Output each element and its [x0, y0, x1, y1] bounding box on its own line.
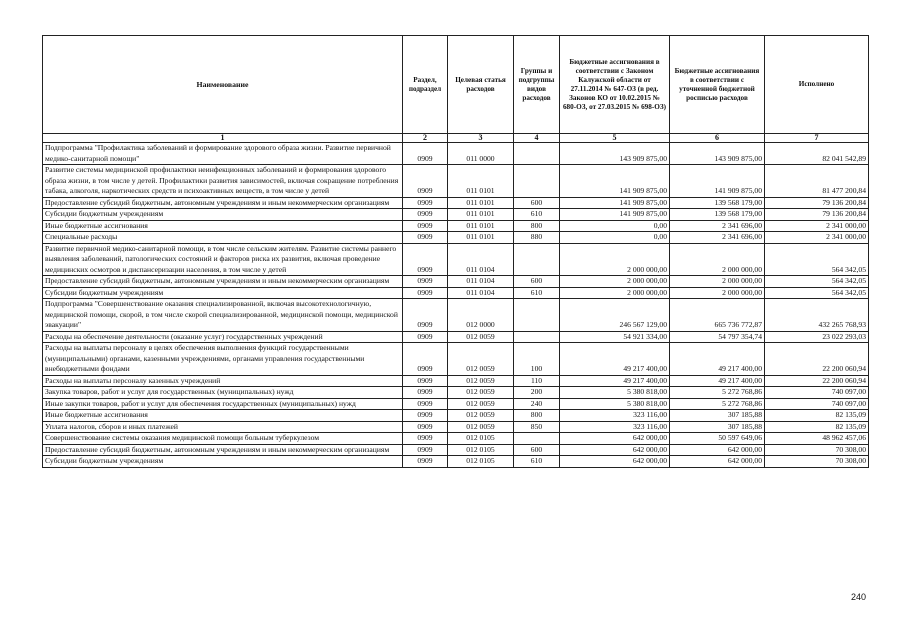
section-code-cell: 0909	[403, 276, 448, 288]
refined-allocation-cell: 5 272 768,86	[670, 398, 765, 410]
executed-amount-cell: 82 041 542,89	[765, 143, 869, 165]
target-article-cell: 011 0104	[448, 243, 514, 276]
law-allocation-cell: 49 217 400,00	[560, 375, 670, 387]
section-code-cell: 0909	[403, 232, 448, 244]
expense-group-cell: 800	[514, 220, 560, 232]
refined-allocation-cell: 139 568 179,00	[670, 209, 765, 221]
header-groups: Группы и подгруппы видов расходов	[514, 36, 560, 134]
refined-allocation-cell: 642 000,00	[670, 444, 765, 456]
budget-table	[42, 35, 869, 468]
refined-allocation-cell: 50 597 649,06	[670, 433, 765, 445]
table-row	[43, 287, 869, 299]
table-row	[43, 276, 869, 288]
executed-amount-cell: 564 342,05	[765, 243, 869, 276]
section-code-cell: 0909	[403, 444, 448, 456]
column-number: 1	[43, 134, 403, 143]
executed-amount-cell: 79 136 200,84	[765, 209, 869, 221]
expense-group-cell: 610	[514, 456, 560, 468]
law-allocation-cell: 642 000,00	[560, 433, 670, 445]
row-name-cell: Совершенствование системы оказания медицинской помощи больным туберкулезом	[43, 433, 403, 445]
header-name: Наименование	[43, 36, 403, 134]
target-article-cell: 011 0000	[448, 143, 514, 165]
header-target: Целевая статья расходов	[448, 36, 514, 134]
target-article-cell: 012 0059	[448, 421, 514, 433]
table-row	[43, 421, 869, 433]
column-number: 7	[765, 134, 869, 143]
row-name-cell: Предоставление субсидий бюджетным, автономным учреждениям и иным некоммерческим организациям	[43, 444, 403, 456]
target-article-cell: 011 0101	[448, 209, 514, 221]
header-law-allocations: Бюджетные ассигнования в соответствии с Законом Калужской области от 27.11.2014 № 647-ОЗ (в ред. Законов КО от 10.02.2015 № 680-ОЗ, от 27.03.2015 № 698-ОЗ)	[560, 36, 670, 134]
table-row	[43, 456, 869, 468]
header-refined-allocations: Бюджетные ассигнования в соответствии с уточненной бюджетной росписью расходов	[670, 36, 765, 134]
section-code-cell: 0909	[403, 387, 448, 399]
refined-allocation-cell: 2 000 000,00	[670, 243, 765, 276]
row-name-cell: Иные бюджетные ассигнования	[43, 410, 403, 422]
refined-allocation-cell: 49 217 400,00	[670, 375, 765, 387]
law-allocation-cell: 54 921 334,00	[560, 331, 670, 343]
row-name-cell: Подпрограмма "Совершенствование оказания специализированной, включая высокотехнологичную, медицинской помощи, скорой, в том числе скорой специализированной, медицинской помощи, медицинской эвакуации"	[43, 299, 403, 332]
law-allocation-cell: 0,00	[560, 220, 670, 232]
row-name-cell: Субсидии бюджетным учреждениям	[43, 456, 403, 468]
refined-allocation-cell: 49 217 400,00	[670, 343, 765, 376]
target-article-cell: 011 0101	[448, 232, 514, 244]
section-code-cell: 0909	[403, 375, 448, 387]
expense-group-cell	[514, 143, 560, 165]
table-body	[43, 143, 869, 468]
section-code-cell: 0909	[403, 299, 448, 332]
executed-amount-cell: 564 342,05	[765, 276, 869, 288]
row-name-cell: Закупка товаров, работ и услуг для государственных (муниципальных) нужд	[43, 387, 403, 399]
refined-allocation-cell: 54 797 354,74	[670, 331, 765, 343]
executed-amount-cell: 79 136 200,84	[765, 197, 869, 209]
target-article-cell: 012 0105	[448, 433, 514, 445]
executed-amount-cell: 82 135,09	[765, 421, 869, 433]
section-code-cell: 0909	[403, 398, 448, 410]
row-name-cell: Специальные расходы	[43, 232, 403, 244]
table-row	[43, 387, 869, 399]
target-article-cell: 012 0059	[448, 410, 514, 422]
row-name-cell: Подпрограмма "Профилактика заболеваний и формирование здорового образа жизни. Развитие первичной медико-санитарной помощи"	[43, 143, 403, 165]
target-article-cell: 011 0101	[448, 220, 514, 232]
expense-group-cell: 110	[514, 375, 560, 387]
row-name-cell: Расходы на выплаты персоналу в целях обеспечения выполнения функций государственными (муниципальными) органами, казенными учреждениями, органами управления государственными внебюджетными фондами	[43, 343, 403, 376]
law-allocation-cell: 5 380 818,00	[560, 387, 670, 399]
refined-allocation-cell: 307 185,88	[670, 410, 765, 422]
table-row	[43, 398, 869, 410]
executed-amount-cell: 2 341 000,00	[765, 220, 869, 232]
refined-allocation-cell: 307 185,88	[670, 421, 765, 433]
section-code-cell: 0909	[403, 410, 448, 422]
expense-group-cell: 200	[514, 387, 560, 399]
row-name-cell: Предоставление субсидий бюджетным, автономным учреждениям и иным некоммерческим организациям	[43, 197, 403, 209]
row-name-cell: Развитие системы медицинской профилактики неинфекционных заболеваний и формирования здорового образа жизни, в том числе у детей. Профилактики развития зависимостей, включая сокращение потребления табака, алкоголя, наркотических средств и психоактивных веществ, в том числе у детей	[43, 165, 403, 198]
law-allocation-cell: 323 116,00	[560, 410, 670, 422]
law-allocation-cell: 141 909 875,00	[560, 197, 670, 209]
section-code-cell: 0909	[403, 243, 448, 276]
row-name-cell: Расходы на обеспечение деятельности (оказание услуг) государственных учреждений	[43, 331, 403, 343]
column-number: 5	[560, 134, 670, 143]
law-allocation-cell: 642 000,00	[560, 444, 670, 456]
law-allocation-cell: 143 909 875,00	[560, 143, 670, 165]
section-code-cell: 0909	[403, 220, 448, 232]
law-allocation-cell: 141 909 875,00	[560, 165, 670, 198]
refined-allocation-cell: 642 000,00	[670, 456, 765, 468]
expense-group-cell: 850	[514, 421, 560, 433]
table-row	[43, 197, 869, 209]
law-allocation-cell: 2 000 000,00	[560, 276, 670, 288]
executed-amount-cell: 740 097,00	[765, 387, 869, 399]
expense-group-cell: 600	[514, 276, 560, 288]
executed-amount-cell: 2 341 000,00	[765, 232, 869, 244]
table-row	[43, 444, 869, 456]
refined-allocation-cell: 143 909 875,00	[670, 143, 765, 165]
executed-amount-cell: 564 342,05	[765, 287, 869, 299]
expense-group-cell: 610	[514, 209, 560, 221]
expense-group-cell: 100	[514, 343, 560, 376]
table-row	[43, 243, 869, 276]
target-article-cell: 011 0101	[448, 197, 514, 209]
table-row	[43, 220, 869, 232]
expense-group-cell	[514, 243, 560, 276]
target-article-cell: 012 0059	[448, 375, 514, 387]
section-code-cell: 0909	[403, 456, 448, 468]
target-article-cell: 011 0104	[448, 276, 514, 288]
row-name-cell: Развитие первичной медико-санитарной помощи, в том числе сельским жителям. Развитие системы раннего выявления заболеваний, патологических состояний и факторов риска их развития, включая проведение медицинских осмотров и диспансеризации населения, в том числе у детей	[43, 243, 403, 276]
executed-amount-cell: 48 962 457,06	[765, 433, 869, 445]
expense-group-cell: 880	[514, 232, 560, 244]
refined-allocation-cell: 141 909 875,00	[670, 165, 765, 198]
refined-allocation-cell: 2 341 696,00	[670, 220, 765, 232]
expense-group-cell: 600	[514, 444, 560, 456]
refined-allocation-cell: 2 000 000,00	[670, 276, 765, 288]
table-row	[43, 143, 869, 165]
expense-group-cell	[514, 165, 560, 198]
budget-document	[42, 35, 868, 468]
executed-amount-cell: 22 200 060,94	[765, 375, 869, 387]
law-allocation-cell: 141 909 875,00	[560, 209, 670, 221]
expense-group-cell: 610	[514, 287, 560, 299]
section-code-cell: 0909	[403, 343, 448, 376]
section-code-cell: 0909	[403, 197, 448, 209]
table-row	[43, 232, 869, 244]
table-row	[43, 433, 869, 445]
law-allocation-cell: 323 116,00	[560, 421, 670, 433]
executed-amount-cell: 432 265 768,93	[765, 299, 869, 332]
executed-amount-cell: 82 135,09	[765, 410, 869, 422]
table-row	[43, 165, 869, 198]
target-article-cell: 012 0000	[448, 299, 514, 332]
table-row	[43, 209, 869, 221]
table-row	[43, 299, 869, 332]
section-code-cell: 0909	[403, 287, 448, 299]
executed-amount-cell: 81 477 200,84	[765, 165, 869, 198]
column-number-row	[43, 134, 869, 143]
expense-group-cell	[514, 331, 560, 343]
row-name-cell: Расходы на выплаты персоналу казенных учреждений	[43, 375, 403, 387]
target-article-cell: 012 0105	[448, 456, 514, 468]
expense-group-cell: 600	[514, 197, 560, 209]
header-executed: Исполнено	[765, 36, 869, 134]
table-row	[43, 375, 869, 387]
header-row	[43, 36, 869, 134]
expense-group-cell: 240	[514, 398, 560, 410]
row-name-cell: Иные закупки товаров, работ и услуг для обеспечения государственных (муниципальных) нужд	[43, 398, 403, 410]
section-code-cell: 0909	[403, 433, 448, 445]
law-allocation-cell: 2 000 000,00	[560, 243, 670, 276]
row-name-cell: Субсидии бюджетным учреждениям	[43, 287, 403, 299]
law-allocation-cell: 2 000 000,00	[560, 287, 670, 299]
page-number: 240	[851, 592, 867, 602]
executed-amount-cell: 740 097,00	[765, 398, 869, 410]
expense-group-cell	[514, 433, 560, 445]
expense-group-cell	[514, 299, 560, 332]
executed-amount-cell: 22 200 060,94	[765, 343, 869, 376]
law-allocation-cell: 246 567 129,00	[560, 299, 670, 332]
target-article-cell: 012 0059	[448, 331, 514, 343]
column-number: 3	[448, 134, 514, 143]
section-code-cell: 0909	[403, 209, 448, 221]
law-allocation-cell: 49 217 400,00	[560, 343, 670, 376]
section-code-cell: 0909	[403, 143, 448, 165]
executed-amount-cell: 70 308,00	[765, 444, 869, 456]
header-section: Раздел, подраздел	[403, 36, 448, 134]
law-allocation-cell: 642 000,00	[560, 456, 670, 468]
target-article-cell: 011 0104	[448, 287, 514, 299]
column-number: 6	[670, 134, 765, 143]
refined-allocation-cell: 139 568 179,00	[670, 197, 765, 209]
row-name-cell: Предоставление субсидий бюджетным, автономным учреждениям и иным некоммерческим организациям	[43, 276, 403, 288]
expense-group-cell: 800	[514, 410, 560, 422]
target-article-cell: 011 0101	[448, 165, 514, 198]
row-name-cell: Субсидии бюджетным учреждениям	[43, 209, 403, 221]
refined-allocation-cell: 665 736 772,87	[670, 299, 765, 332]
column-number: 2	[403, 134, 448, 143]
executed-amount-cell: 70 308,00	[765, 456, 869, 468]
law-allocation-cell: 0,00	[560, 232, 670, 244]
target-article-cell: 012 0105	[448, 444, 514, 456]
refined-allocation-cell: 5 272 768,86	[670, 387, 765, 399]
table-row	[43, 343, 869, 376]
target-article-cell: 012 0059	[448, 387, 514, 399]
executed-amount-cell: 23 022 293,03	[765, 331, 869, 343]
target-article-cell: 012 0059	[448, 343, 514, 376]
refined-allocation-cell: 2 000 000,00	[670, 287, 765, 299]
section-code-cell: 0909	[403, 165, 448, 198]
target-article-cell: 012 0059	[448, 398, 514, 410]
table-row	[43, 331, 869, 343]
column-number: 4	[514, 134, 560, 143]
refined-allocation-cell: 2 341 696,00	[670, 232, 765, 244]
table-row	[43, 410, 869, 422]
law-allocation-cell: 5 380 818,00	[560, 398, 670, 410]
section-code-cell: 0909	[403, 421, 448, 433]
row-name-cell: Иные бюджетные ассигнования	[43, 220, 403, 232]
row-name-cell: Уплата налогов, сборов и иных платежей	[43, 421, 403, 433]
section-code-cell: 0909	[403, 331, 448, 343]
